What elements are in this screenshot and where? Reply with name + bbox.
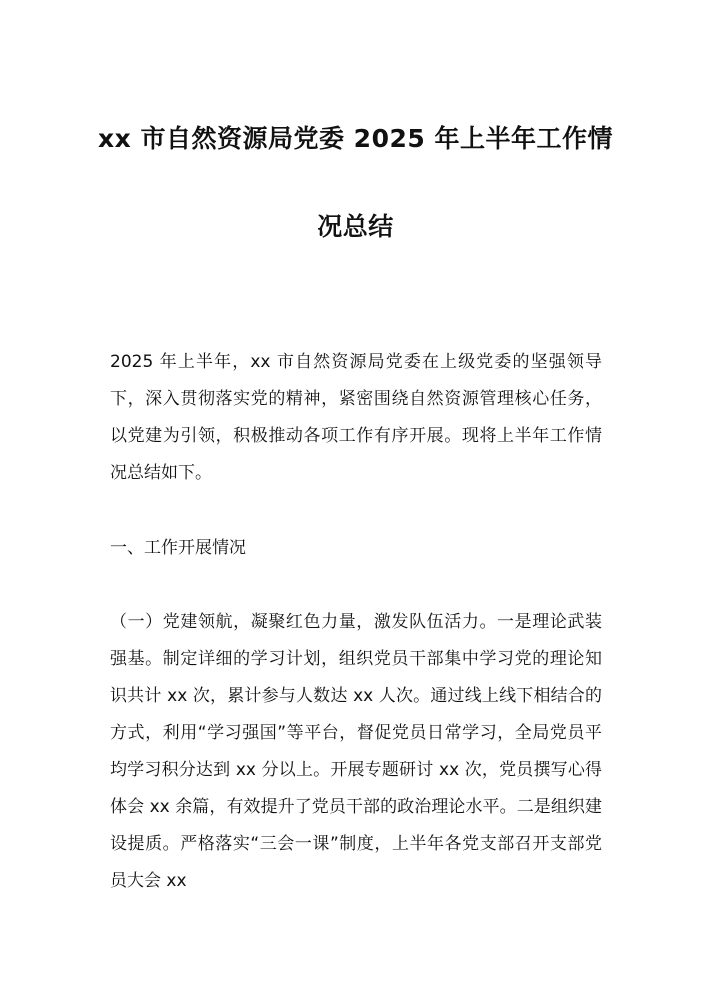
document-title-line-2: 况总结	[317, 212, 394, 241]
section-paragraph: （一）党建领航，凝聚红色力量，激发队伍活力。一是理论武装强基。制定详细的学习计划，组织党员干部集中学习党的理论知识共计 xx 次，累计参与人数达 xx 人次。通过线上线下相结合的方式，利用“学习强国”等平台，督促党员日常学习，全局党员平均学习积分达到 xx 分以上。开展专题研讨 xx 次，党员撰写心得体会 xx 余篇，有效提升了党员干部的政治理论水平。二是组织建设提质。严格落实“三会一课”制度，上半年各党支部召开支部党员大会 xx	[110, 612, 602, 891]
document-title-line-1: xx 市自然资源局党委 2025 年上半年工作情	[98, 124, 613, 153]
section-heading: 一、工作开展情况	[110, 538, 246, 558]
intro-paragraph: 2025 年上半年，xx 市自然资源局党委在上级党委的坚强领导下，深入贯彻落实党的精神，紧密围绕自然资源管理核心任务，以党建为引领，积极推动各项工作有序开展。现将上半年工作情况总结如下。	[110, 352, 602, 483]
